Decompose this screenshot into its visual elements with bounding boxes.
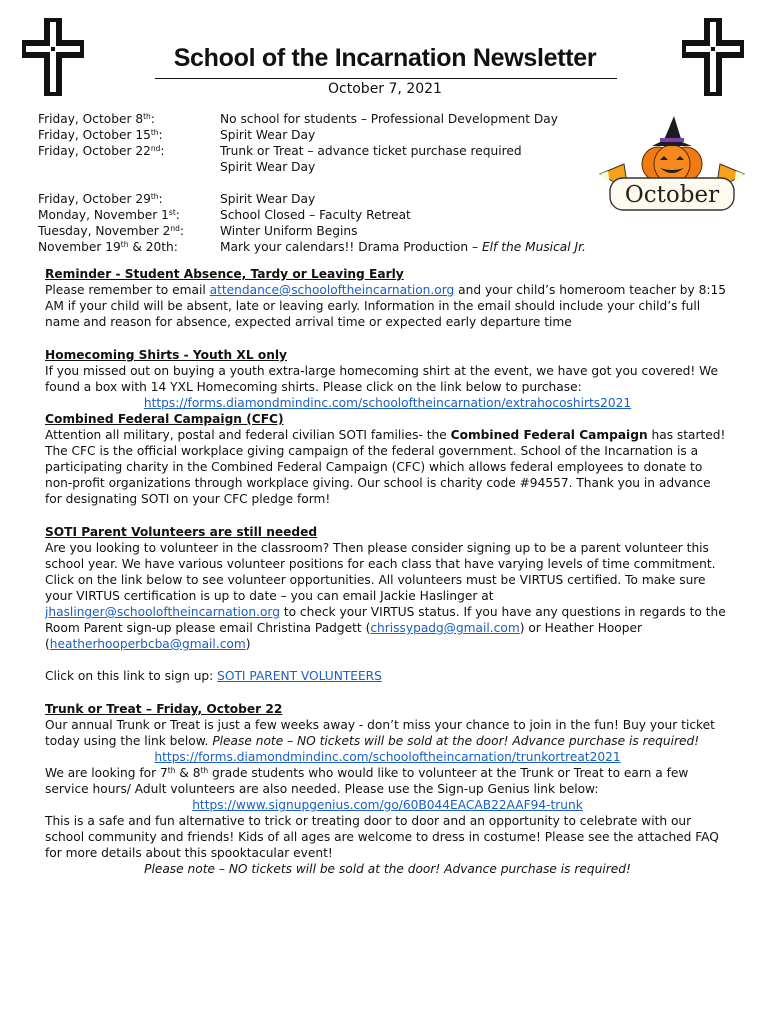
cross-ornament-right-icon: [682, 18, 744, 96]
newsletter-date: October 7, 2021: [328, 81, 442, 97]
calendar-date: Friday, October 15th:: [38, 128, 163, 142]
absence-text: Please remember to email attendance@schooloftheincarnation.org and your child’s homeroom teacher by 8:15 AM if your child will be absent, late or leaving early. Information in the email should include your child’s full name and reason for absence, expected arrival time or expected early departure time: [45, 283, 726, 329]
cfc-text: Attention all military, postal and federal civilian SOTI families- the Combined Federal Campaign has started! The CFC is the official workplace giving campaign of the federal government. School of the Incarnation is a participating charity in the Combined Federal Campaign (CFC) which allows federal employees to donate to non-profit organizations through workplace giving. Our school is charity code #94557. Thank you in advance for designating SOTI on your CFC pledge form!: [45, 428, 726, 506]
calendar-row: [38, 239, 608, 255]
october-pumpkin-art: [594, 112, 750, 218]
attendance-email-link[interactable]: attendance@schooloftheincarnation.org: [209, 283, 455, 297]
volunteer-signup-line: Click on this link to sign up: SOTI PARENT VOLUNTEERS: [45, 669, 382, 683]
homecoming-text: If you missed out on buying a youth extra-large homecoming shirt at the event, we have got you covered! We found a box with 14 YXL Homecoming shirts. Please click on the link below to purchase:: [45, 364, 718, 394]
calendar-list: [38, 111, 608, 255]
calendar-event: Trunk or Treat – advance ticket purchase required: [220, 144, 522, 158]
absence-section: [45, 266, 730, 330]
jhaslinger-email-link[interactable]: jhaslinger@schooloftheincarnation.org: [45, 605, 280, 619]
chrissypadg-email-link[interactable]: chrissypadg@gmail.com: [370, 621, 520, 635]
calendar-date: Friday, October 29th:: [38, 192, 163, 206]
signup-genius-link[interactable]: https://www.signupgenius.com/go/60B044EACAB22AAF94-trunk: [192, 798, 583, 812]
final-note: Please note – NO tickets will be sold at the door! Advance purchase is required!: [144, 862, 631, 876]
volunteers-section: [45, 524, 730, 684]
calendar-event: Mark your calendars!! Drama Production – Elf the Musical Jr.: [220, 240, 586, 254]
trunk-heading: Trunk or Treat – Friday, October 22: [45, 702, 283, 716]
heatherhooper-email-link[interactable]: heatherhooperbcba@gmail.com: [49, 637, 246, 651]
october-art-label: October: [624, 182, 720, 208]
homecoming-heading: Homecoming Shirts - Youth XL only: [45, 348, 287, 362]
homecoming-section: [45, 347, 730, 411]
trunk-text: Our annual Trunk or Treat is just a few weeks away - don’t miss your chance to join in the fun! Buy your ticket today using the link below. Please note – NO tickets will be sold at the door! Advance purchase is required!: [45, 718, 715, 748]
calendar-date: Monday, November 1st:: [38, 208, 180, 222]
calendar-row: [38, 159, 608, 175]
calendar-event: Spirit Wear Day: [220, 192, 316, 206]
homecoming-shirts-link[interactable]: https://forms.diamondmindinc.com/schooloftheincarnation/extrahocoshirts2021: [143, 396, 632, 410]
absence-heading: Reminder - Student Absence, Tardy or Leaving Early: [45, 267, 404, 281]
calendar-date: November 19th & 20th:: [38, 240, 178, 254]
calendar-row: [38, 143, 608, 159]
cfc-heading: Combined Federal Campaign (CFC): [45, 412, 284, 426]
volunteers-heading: SOTI Parent Volunteers are still needed: [45, 525, 318, 539]
calendar-event: Winter Uniform Begins: [220, 224, 358, 238]
trunk-or-treat-section: [45, 701, 730, 877]
calendar-row: [38, 223, 608, 239]
calendar-event: Spirit Wear Day: [220, 160, 316, 174]
calendar-row: [38, 191, 608, 207]
title-divider: [155, 78, 617, 79]
page-title: School of the Incarnation Newsletter: [173, 44, 597, 72]
calendar-row: [38, 127, 608, 143]
cfc-section: [45, 411, 730, 507]
trunk-or-treat-tickets-link[interactable]: https://forms.diamondmindinc.com/schooloftheincarnation/trunkortreat2021: [154, 750, 621, 764]
trunk-closing-text: This is a safe and fun alternative to trick or treating door to door and an opportunity to celebrate with our school community and friends! Kids of all ages are welcome to dress in costume! Please see the attached FAQ for more details about this spooktacular event!: [45, 814, 719, 860]
calendar-row: [38, 111, 608, 127]
calendar-date: Tuesday, November 2nd:: [38, 224, 184, 238]
newsletter-body: [45, 266, 730, 877]
calendar-event: School Closed – Faculty Retreat: [220, 208, 411, 222]
trunk-volunteer-text: We are looking for 7th & 8th grade students who would like to volunteer at the Trunk or Treat to earn a few service hours/ Adult volunteers are also needed. Please use the Sign-up Genius link below:: [45, 766, 689, 796]
calendar-event: No school for students – Professional Development Day: [220, 112, 558, 126]
calendar-date: Friday, October 8th:: [38, 112, 155, 126]
volunteers-text: Are you looking to volunteer in the classroom? Then please consider signing up to be a parent volunteer this school year. We have various volunteer positions for each class that have varying levels of time commitment. Click on the link below to see volunteer opportunities. All volunteers must be VIRTUS certified. To make sure your VIRTUS certification is up to date – you can email Jackie Haslinger at jhaslinger@schooloftheincarnation.org to check your VIRTUS status. If you have any questions in regards to the Room Parent sign-up please email Christina Padgett (chrissypadg@gmail.com) or Heather Hooper (heatherhooperbcba@gmail.com): [45, 541, 726, 651]
calendar-date: [38, 159, 220, 175]
calendar-date: Friday, October 22nd:: [38, 144, 165, 158]
calendar-row: [38, 207, 608, 223]
calendar-event: Spirit Wear Day: [220, 128, 316, 142]
soti-parent-volunteers-link[interactable]: SOTI PARENT VOLUNTEERS: [217, 669, 382, 683]
cross-ornament-left-icon: [22, 18, 84, 96]
